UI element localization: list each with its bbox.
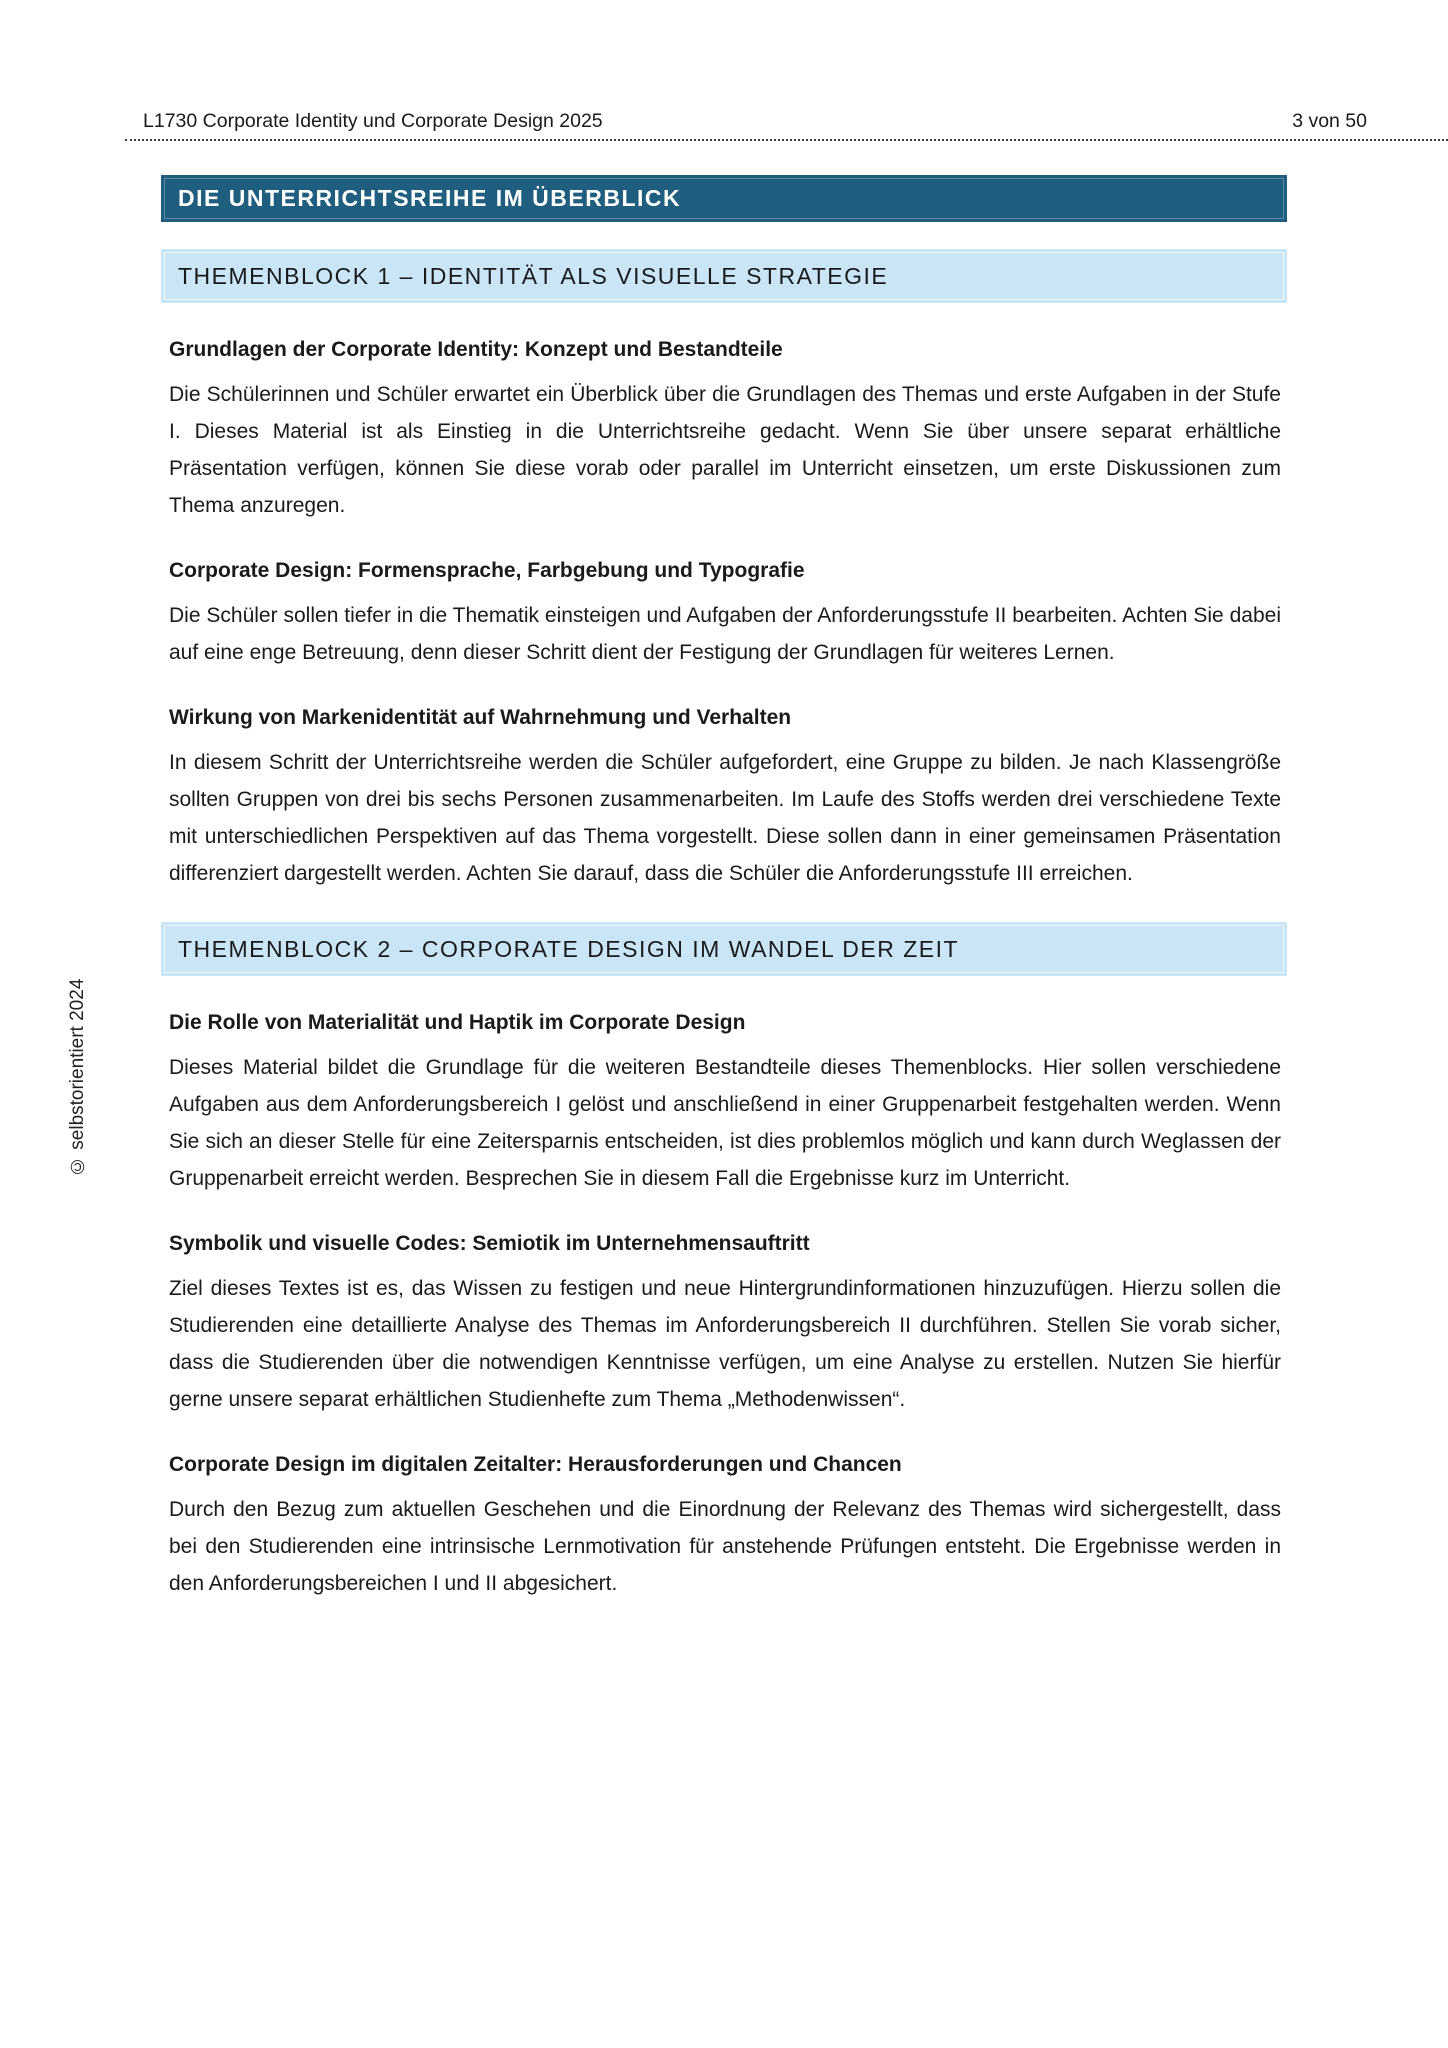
section-heading: Corporate Design: Formensprache, Farbgebung und Typografie: [169, 559, 805, 582]
section-paragraph: Die Schüler sollen tiefer in die Thematik einsteigen und Aufgaben der Anforderungsstufe II bearbeiten. Achten Sie dabei auf eine enge Betreuung, denn dieser Schritt dient der Festigung der Grundlagen für weiteres Lernen.: [169, 604, 1281, 664]
header-dotted-rule: [125, 139, 1448, 141]
header-page-indicator: 3 von 50: [1292, 110, 1367, 132]
themenblock-2-banner: [161, 922, 1287, 976]
section-paragraph: Dieses Material bildet die Grundlage für die weiteren Bestandteile dieses Themenblocks. Hier sollen verschiedene Aufgaben aus dem Anforderungsbereich I gelöst und anschließend in einer Gruppenarbeit festgehalten werden. Wenn Sie sich an dieser Stelle für eine Zeitersparnis entscheiden, ist dies problemlos möglich und kann durch Weglassen der Gruppenarbeit erreicht werden. Besprechen Sie in diesem Fall die Ergebnisse kurz im Unterricht.: [169, 1056, 1281, 1190]
document-content: [161, 175, 1287, 1602]
themenblock-1-label: THEMENBLOCK 1 – IDENTITÄT ALS VISUELLE STRATEGIE: [178, 262, 889, 289]
themenblock-2-label: THEMENBLOCK 2 – CORPORATE DESIGN IM WANDEL DER ZEIT: [178, 935, 960, 962]
copyright-note: © selbstorientiert 2024: [67, 978, 88, 1176]
themenblock-1-banner: [161, 249, 1287, 303]
section-paragraph: Durch den Bezug zum aktuellen Geschehen und die Einordnung der Relevanz des Themas wird sichergestellt, dass bei den Studierenden eine intrinsische Lernmotivation für anstehende Prüfungen entsteht. Die Ergebnisse werden in den Anforderungsbereichen I und II abgesichert.: [169, 1498, 1281, 1595]
section-paragraph: Ziel dieses Textes ist es, das Wissen zu festigen und neue Hintergrundinformationen hinzuzufügen. Hierzu sollen die Studierenden eine detaillierte Analyse des Themas im Anforderungsbereich II durchführen. Stellen Sie vorab sicher, dass die Studierenden über die notwendigen Kenntnisse verfügen, um eine Analyse zu erstellen. Nutzen Sie hierfür gerne unsere separat erhältlichen Studienhefte zum Thema „Methodenwissen“.: [169, 1277, 1281, 1411]
section-heading: Symbolik und visuelle Codes: Semiotik im Unternehmensauftritt: [169, 1232, 810, 1255]
section-heading: Grundlagen der Corporate Identity: Konzept und Bestandteile: [169, 338, 783, 361]
section-heading: Die Rolle von Materialität und Haptik im Corporate Design: [169, 1011, 746, 1034]
section-paragraph: In diesem Schritt der Unterrichtsreihe werden die Schüler aufgefordert, eine Gruppe zu bilden. Je nach Klassengröße sollten Gruppen von drei bis sechs Personen zusammenarbeiten. Im Laufe des Stoffs werden drei verschiedene Texte mit unterschiedlichen Perspektiven auf das Thema vorgestellt. Diese sollen dann in einer gemeinsamen Präsentation differenziert dargestellt werden. Achten Sie darauf, dass die Schüler die Anforderungsstufe III erreichen.: [169, 751, 1281, 885]
section-heading: Wirkung von Markenidentität auf Wahrnehmung und Verhalten: [169, 706, 792, 729]
page-header: [143, 110, 1367, 133]
section-heading: Corporate Design im digitalen Zeitalter: Herausforderungen und Chancen: [169, 1453, 902, 1476]
overview-title-label: DIE UNTERRICHTSREIHE IM ÜBERBLICK: [178, 185, 682, 211]
header-doc-code: L1730 Corporate Identity und Corporate Design 2025: [143, 110, 603, 132]
section-paragraph: Die Schülerinnen und Schüler erwartet ein Überblick über die Grundlagen des Themas und erste Aufgaben in der Stufe I. Dieses Material ist als Einstieg in die Unterrichtsreihe gedacht. Wenn Sie über unsere separat erhältliche Präsentation verfügen, können Sie diese vorab oder parallel im Unterricht einsetzen, um erste Diskussionen zum Thema anzuregen.: [169, 383, 1281, 517]
overview-title-banner: [161, 175, 1287, 222]
